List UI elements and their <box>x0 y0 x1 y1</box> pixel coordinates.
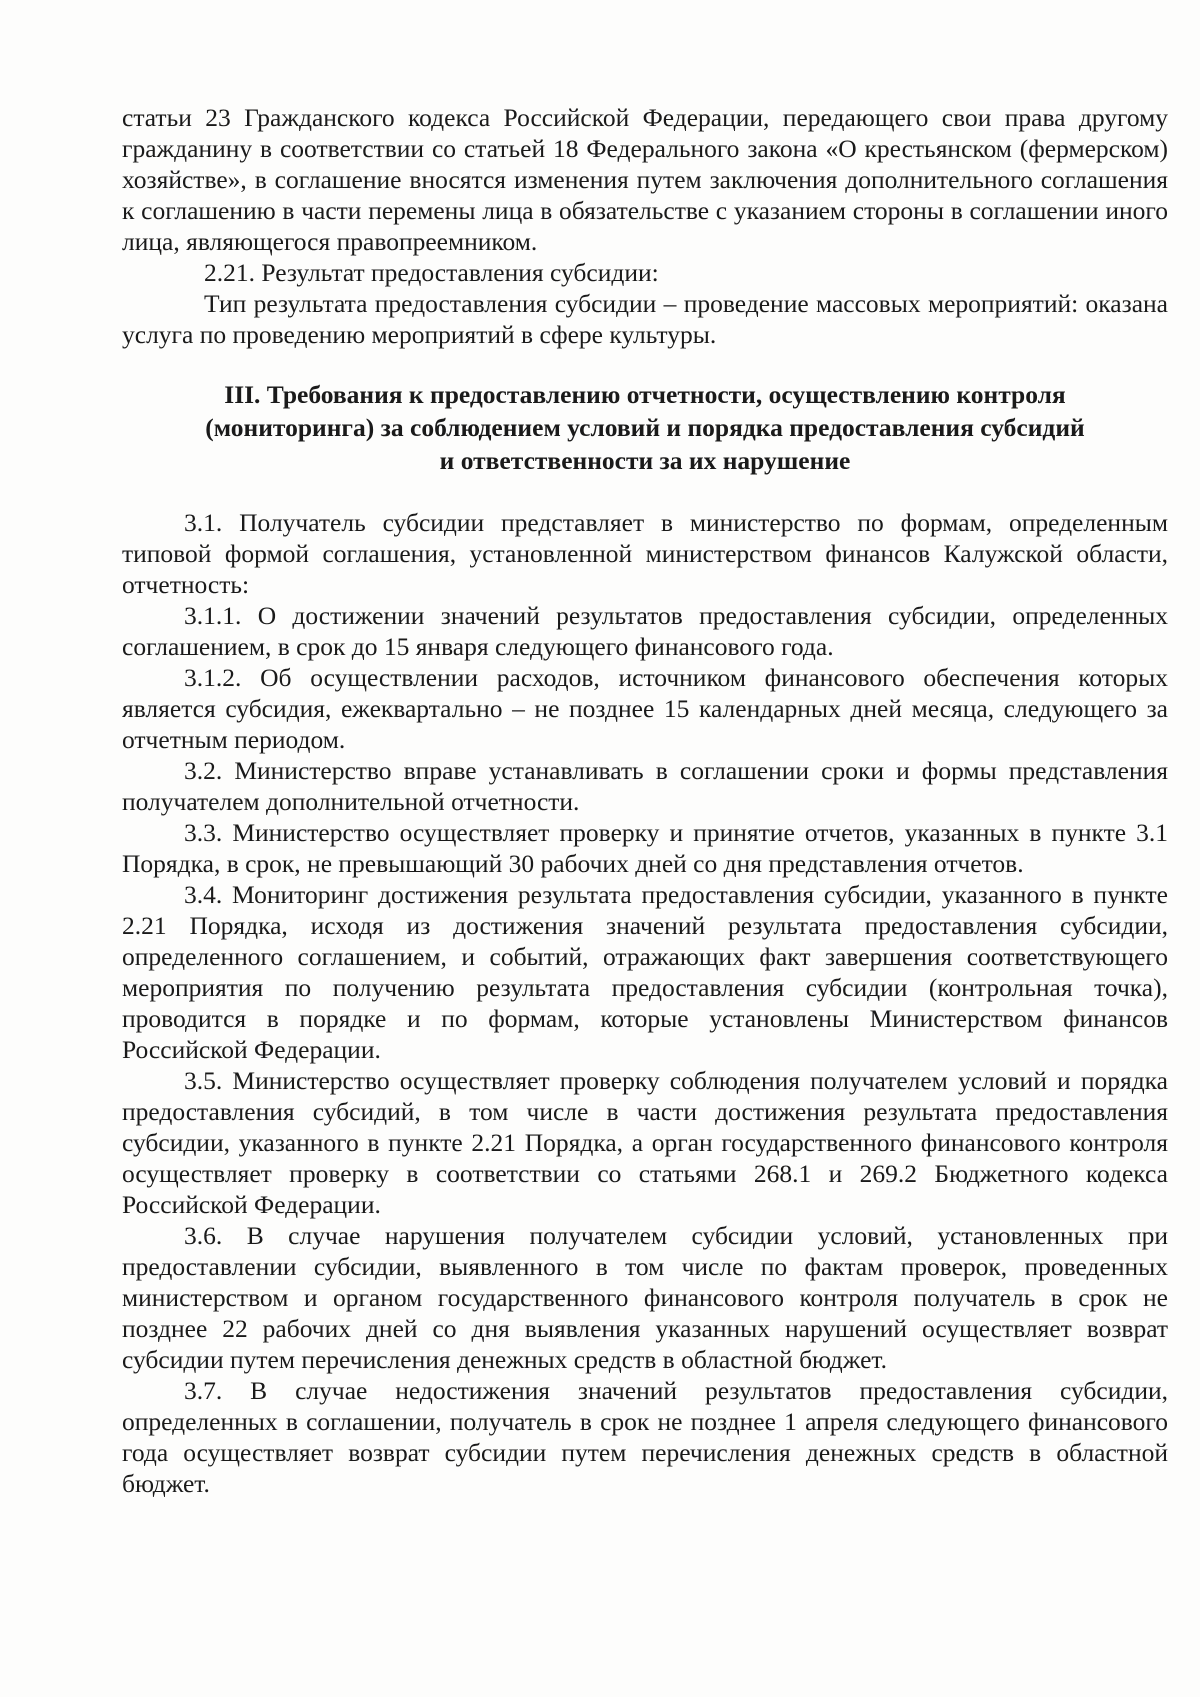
section-heading <box>122 378 1168 477</box>
section-heading-line-1: III. Требования к предоставлению отчетности, осуществлению контроля <box>224 380 1066 409</box>
section-heading-line-2: (мониторинга) за соблюдением условий и порядка предоставления субсидий <box>205 413 1085 442</box>
document-body <box>122 102 1168 1499</box>
paragraph-3-6: 3.6. В случае нарушения получателем субсидии условий, установленных при предоставлении субсидии, выявленного в том числе по фактам проверок, проведенных министерством и органом государственного финансового контроля получатель в срок не позднее 22 рабочих дней со дня выявления указанных нарушений осуществляет возврат субсидии путем перечисления денежных средств в областной бюджет. <box>122 1221 1168 1374</box>
paragraph-2-21-result-type: Тип результата предоставления субсидии – проведение массовых мероприятий: оказана услуга по проведению мероприятий в сфере культуры. <box>122 289 1168 349</box>
section-heading-line-3: и ответственности за их нарушение <box>439 446 851 475</box>
paragraph-3-1: 3.1. Получатель субсидии представляет в министерство по формам, определенным типовой формой соглашения, установленной министерством финансов Калужской области, отчетность: <box>122 508 1168 599</box>
paragraph-intro-continuation: статьи 23 Гражданского кодекса Российской Федерации, передающего свои права другому гражданину в соответствии со статьей 18 Федерального закона «О крестьянском (фермерском) хозяйстве», в соглашение вносятся изменения путем заключения дополнительного соглашения к соглашению в части перемены лица в обязательстве с указанием стороны в соглашении иного лица, являющегося правопреемником. <box>122 103 1168 256</box>
paragraph-3-5: 3.5. Министерство осуществляет проверку соблюдения получателем условий и порядка предоставления субсидий, в том числе в части достижения результата предоставления субсидии, указанного в пункте 2.21 Порядка, а орган государственного финансового контроля осуществляет проверку в соответствии со статьями 268.1 и 269.2 Бюджетного кодекса Российской Федерации. <box>122 1066 1168 1219</box>
paragraph-3-3: 3.3. Министерство осуществляет проверку и принятие отчетов, указанных в пункте 3.1 Порядка, в срок, не превышающий 30 рабочих дней со дня представления отчетов. <box>122 818 1168 878</box>
paragraph-3-1-1: 3.1.1. О достижении значений результатов предоставления субсидии, определенных соглашением, в срок до 15 января следующего финансового года. <box>122 601 1168 661</box>
paragraph-3-1-2: 3.1.2. Об осуществлении расходов, источником финансового обеспечения которых является субсидия, ежеквартально – не позднее 15 календарных дней месяца, следующего за отчетным периодом. <box>122 663 1168 754</box>
paragraph-2-21-title: 2.21. Результат предоставления субсидии: <box>204 258 659 287</box>
paragraph-3-4: 3.4. Мониторинг достижения результата предоставления субсидии, указанного в пункте 2.21 Порядка, исходя из достижения значений результата предоставления субсидии, определенного соглашением, и событий, отражающих факт завершения соответствующего мероприятия по получению результата предоставления субсидии (контрольная точка), проводится в порядке и по формам, которые установлены Министерством финансов Российской Федерации. <box>122 880 1168 1064</box>
paragraph-3-7: 3.7. В случае недостижения значений результатов предоставления субсидии, определенных в соглашении, получатель в срок не позднее 1 апреля следующего финансового года осуществляет возврат субсидии путем перечисления денежных средств в областной бюджет. <box>122 1376 1168 1498</box>
paragraph-3-2: 3.2. Министерство вправе устанавливать в соглашении сроки и формы представления получателем дополнительной отчетности. <box>122 756 1168 816</box>
